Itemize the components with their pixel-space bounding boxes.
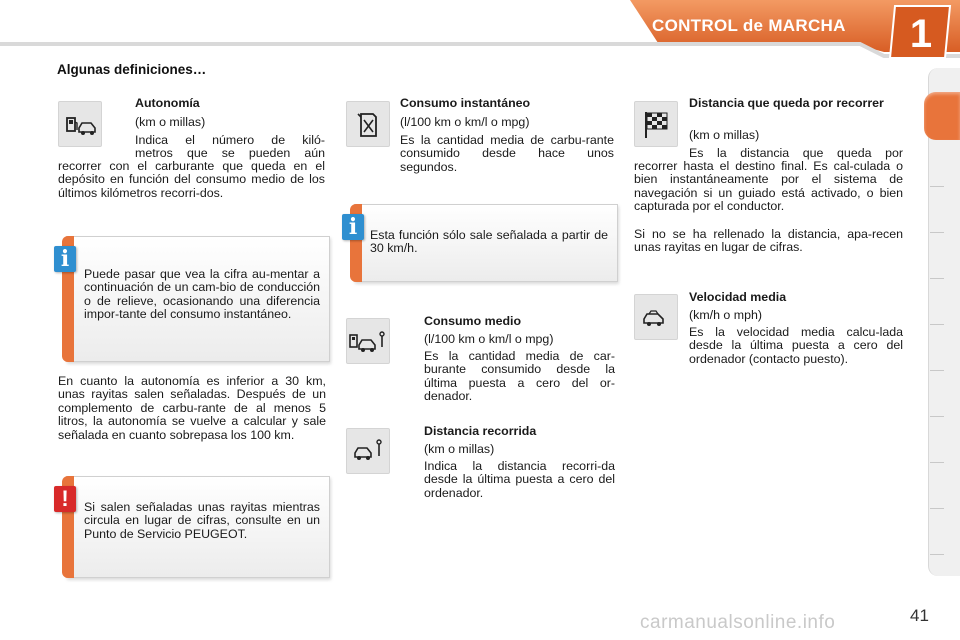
autonomia-desc-line1: Indica el número de kiló- [135, 133, 325, 147]
autonomia-heading: Autonomía [135, 96, 200, 110]
distancia-recorrida-unit: (km o millas) [424, 442, 495, 456]
velocidad-media-unit: (km/h o mph) [689, 308, 762, 322]
info-icon: i [342, 214, 364, 240]
chapter-title: CONTROL de MARCHA [652, 16, 846, 35]
consumo-instantaneo-unit: (l/100 km o km/l o mpg) [400, 115, 530, 129]
autonomia-desc: recorrer con el carburante que queda en el depósito en función del consumo medio de los últimos kilómetros recorri-dos. [58, 159, 325, 200]
active-chapter-tab [924, 92, 960, 140]
warning-icon: ! [54, 486, 76, 512]
distancia-recorrida-desc: Indica la distancia recorri-da desde la última puesta a cero del ordenador. [424, 459, 615, 500]
warning-note-text: Si salen señaladas unas rayitas mientras circula en lugar de cifras, consulte en un Punto de Servicio PEUGEOT. [84, 500, 320, 541]
chapter-number: 1 [909, 12, 933, 56]
distancia-queda-heading: Distancia que queda por recorrer [689, 96, 884, 110]
low-autonomy-text: En cuanto la autonomía es inferior a 30 km, unas rayitas salen señaladas. Después de un complemento de carbu-rante de al menos 5 litros, la autonomía se vuelve a calcular y sale señalada en cuanto sobrepasa los 100 km. [58, 374, 326, 442]
fuel-car-icon [58, 101, 102, 147]
velocidad-media-desc: Es la velocidad media calcu-lada desde la última puesta a cero del ordenador (contacto puesto). [689, 325, 903, 366]
tab-divider [930, 462, 944, 463]
autonomia-unit: (km o millas) [135, 115, 206, 129]
chapter-tab-strip [928, 68, 960, 576]
consumo-medio-heading: Consumo medio [424, 314, 522, 328]
consumo-instantaneo-desc: Es la cantidad media de carbu-rante consumido desde hace unos segundos. [400, 133, 614, 174]
distancia-queda-desc: recorrer hasta el destino final. Es cal-culada o bien instantáneamente por el sistema de navegación si un guiado está activado, o bien capturada por el conductor. [634, 159, 903, 214]
distancia-recorrida-heading: Distancia recorrida [424, 424, 537, 438]
tab-divider [930, 370, 944, 371]
fuel-pump-icon [346, 101, 390, 147]
consumo-medio-unit: (l/100 km o km/l o mpg) [424, 332, 554, 346]
velocidad-media-heading: Velocidad media [689, 290, 787, 304]
page-number: 41 [910, 606, 929, 625]
tab-divider [930, 508, 944, 509]
autonomia-desc-line2: metros que se pueden aún [135, 146, 325, 160]
speed-info-text: Esta función sólo sale señalada a partir de 30 km/h. [370, 228, 608, 256]
checkered-flag-icon [634, 101, 678, 147]
tab-divider [930, 554, 944, 555]
watermark: carmanualsonline.info [640, 612, 836, 633]
info-icon: i [54, 246, 76, 272]
average-speed-icon [634, 294, 678, 340]
tab-divider [930, 324, 944, 325]
average-consumption-icon [346, 318, 390, 364]
tab-divider [930, 232, 944, 233]
tab-divider [930, 186, 944, 187]
distance-travelled-icon [346, 428, 390, 474]
tab-divider [930, 416, 944, 417]
distancia-queda-extra: Si no se ha rellenado la distancia, apa-recen unas rayitas en lugar de cifras. [634, 227, 903, 255]
distancia-queda-unit: (km o millas) [689, 128, 760, 142]
info-note-text: Puede pasar que vea la cifra au-mentar a continuación de un cam-bio de conducción o de relieve, ocasionando una diferencia impor-tante del consumo instantáneo. [84, 267, 320, 322]
consumo-medio-desc: Es la cantidad media de car-burante consumido desde la última puesta a cero del or-denador. [424, 349, 615, 404]
tab-divider [930, 278, 944, 279]
consumo-instantaneo-heading: Consumo instantáneo [400, 96, 531, 110]
distancia-queda-desc-line1: Es la distancia que queda por [689, 146, 903, 160]
section-title: Algunas definiciones… [57, 62, 207, 77]
